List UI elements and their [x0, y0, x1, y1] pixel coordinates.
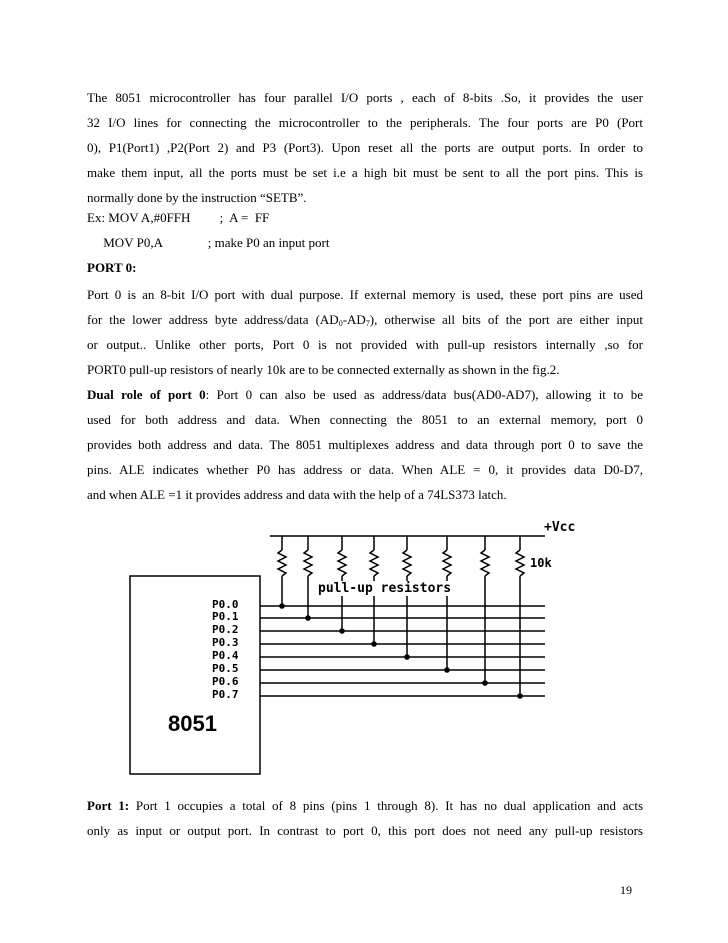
port1-line: only as input or output port. In contrast to port 0, this port does not need any pull-up resistors [87, 823, 643, 838]
pin-label-p0-7: P0.7 [212, 688, 239, 701]
pin-label-p0-2: P0.2 [212, 623, 239, 636]
junction-dot [371, 641, 377, 647]
port0-line: PORT0 pull-up resistors of nearly 10k are to be connected externally as shown in the fig.2. [87, 362, 560, 377]
junction-dot [339, 628, 345, 634]
resistor-3 [370, 550, 378, 576]
pin-label-p0-6: P0.6 [212, 675, 239, 688]
chip-8051-box [130, 576, 260, 774]
pin-label-p0-3: P0.3 [212, 636, 239, 649]
port0-line: Port 0 is an 8-bit I/O port with dual purpose. If external memory is used, these port pins are used [87, 287, 643, 302]
port0-heading: PORT 0: [87, 260, 137, 275]
pin-label-p0-4: P0.4 [212, 649, 239, 662]
junction-dot [517, 693, 523, 699]
port1-first-line: Port 1 occupies a total of 8 pins (pins 1 through 8). It has no dual application and acts [129, 798, 643, 813]
ad-subscript-7: 7 [365, 319, 370, 328]
port1-line [87, 793, 643, 818]
resistor-4 [403, 550, 411, 576]
junction-dot [444, 667, 450, 673]
chip-label: 8051 [168, 711, 217, 736]
dual-role-line: used for both address and data. When connecting the 8051 to an external memory, port 0 [87, 412, 643, 427]
junction-dot [279, 603, 285, 609]
code-example-line-1: Ex: MOV A,#0FFH ; A = FF [87, 210, 270, 225]
pullup-resistors-label: pull-up resistors [318, 581, 452, 596]
dual-role-line: provides both address and data. The 8051 multiplexes address and data through port 0 to save the [87, 437, 643, 452]
port1-label: Port 1: [87, 798, 130, 813]
resistor-value-label: 10k [530, 556, 552, 570]
pin-label-p0-5: P0.5 [212, 662, 239, 675]
page-number: 19 [620, 883, 632, 897]
ad-subscript-0: 0 [338, 319, 343, 328]
resistor-1 [304, 550, 312, 576]
resistor-0 [278, 550, 286, 576]
code-example-line-2: MOV P0,A ; make P0 an input port [87, 235, 330, 250]
port1-paragraph [87, 793, 643, 843]
resistor-7 [516, 550, 524, 576]
port0-line: or output.. Unlike other ports, Port 0 is not provided with pull-up resistors internally ,so for [87, 337, 643, 352]
resistor-6 [481, 550, 489, 576]
port0-line2-pre: for the lower address byte address/data (AD [87, 312, 339, 327]
pin-label-p0-1: P0.1 [212, 610, 239, 623]
port0-line2-post: ), otherwise all bits of the port are either input [369, 312, 643, 327]
dual-role-line: and when ALE =1 it provides address and data with the help of a 74LS373 latch. [87, 487, 507, 502]
resistor-5 [443, 550, 451, 576]
intro-line: 0), P1(Port1) ,P2(Port 2) and P3 (Port3). Upon reset all the ports are output ports. In order to [87, 140, 643, 155]
intro-line: normally done by the instruction “SETB”. [87, 190, 307, 205]
dual-role-line: pins. ALE indicates whether P0 has address or data. When ALE = 0, it provides data D0-D7, [87, 462, 643, 477]
junction-dot [482, 680, 488, 686]
dual-role-first-line: : Port 0 can also be used as address/data bus(AD0-AD7), allowing it to be [205, 387, 643, 402]
intro-line: make them input, all the ports must be set i.e a high bit must be sent to all the port pins. This is [87, 165, 643, 180]
port0-line2-mid: -AD [342, 312, 366, 327]
intro-line: 32 I/O lines for connecting the microcontroller to the peripherals. The four ports are P0 (Port [87, 115, 643, 130]
junction-dot [404, 654, 410, 660]
junction-dot [305, 615, 311, 621]
resistor-2 [338, 550, 346, 576]
vcc-label: +Vcc [544, 520, 576, 535]
dual-role-label: Dual role of port 0 [87, 387, 206, 402]
pin-label-p0-0: P0.0 [212, 598, 239, 611]
intro-line: The 8051 microcontroller has four parallel I/O ports , each of 8-bits .So, it provides the user [87, 90, 643, 105]
